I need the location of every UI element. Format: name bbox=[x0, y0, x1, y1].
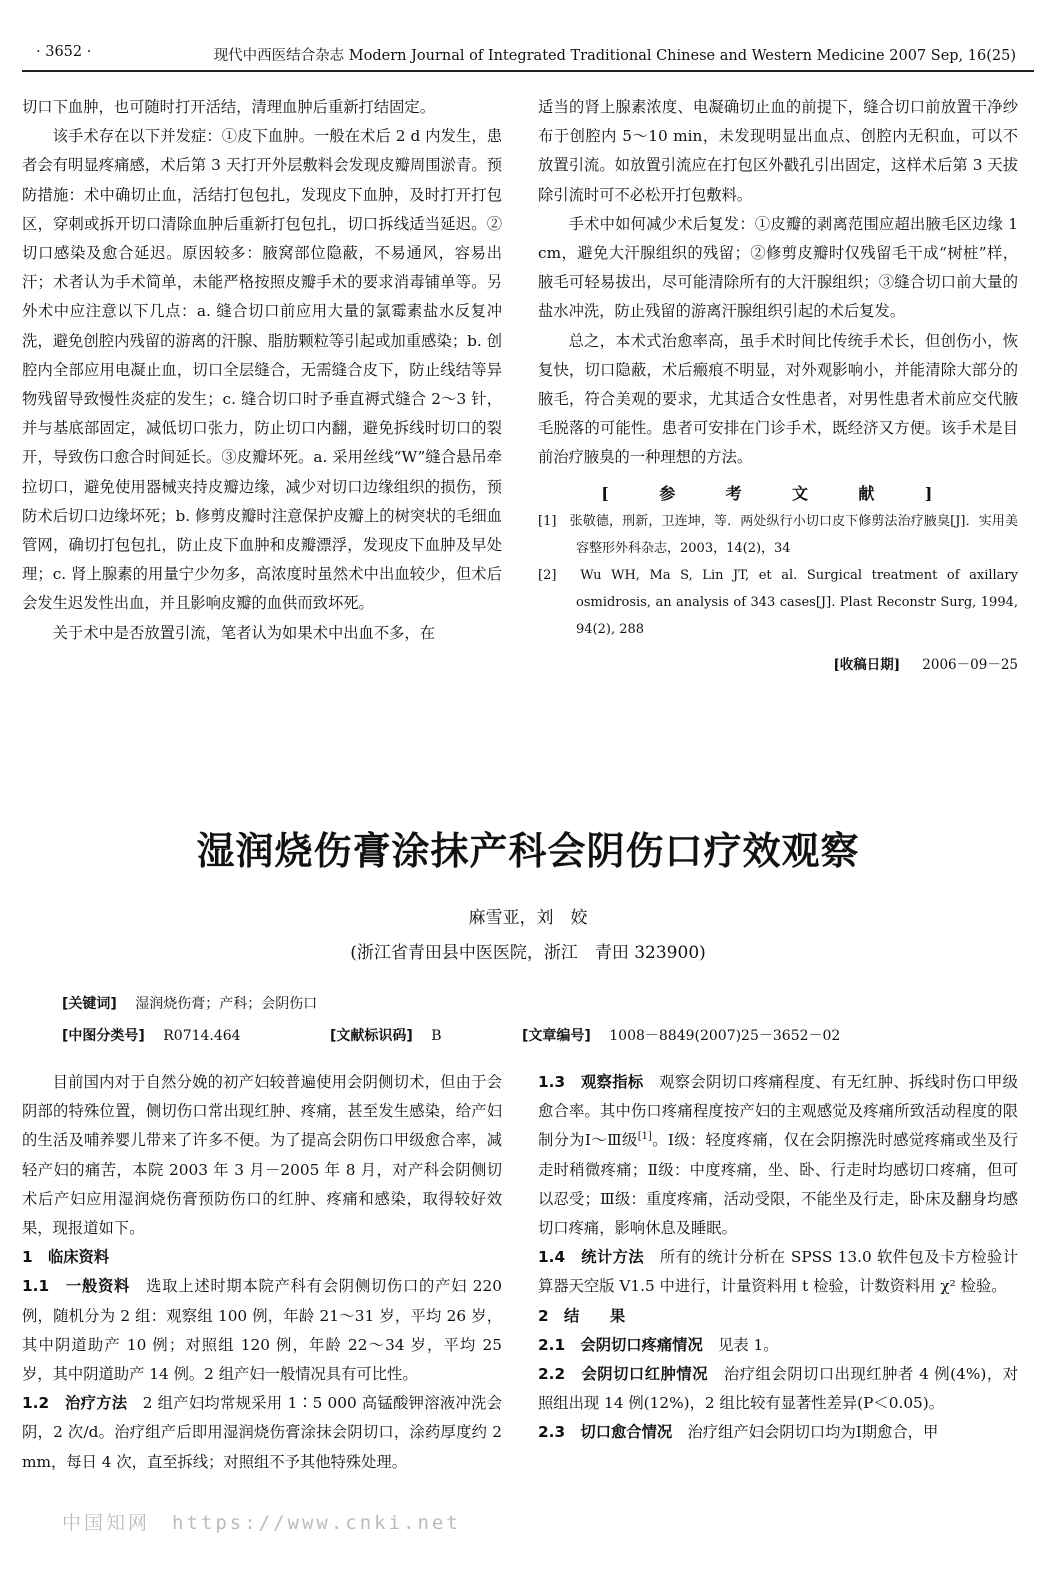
subsection-text: 治疗组产妇会阴切口均为Ⅰ期愈合，甲 bbox=[687, 1423, 939, 1442]
subsection-text: 观察会阴切口疼痛程度、有无红肿、拆线时伤口甲级愈合率。其中伤口疼痛程度按产妇的主观感觉及疼痛所致活动程度的限制分为Ⅰ～Ⅲ级 bbox=[538, 1073, 1018, 1150]
subsection bbox=[22, 1272, 502, 1389]
clc-line bbox=[62, 1025, 241, 1045]
cnki-watermark: 中国知网 https://www.cnki.net bbox=[62, 1512, 461, 1534]
article-authors: 麻雪亚，刘 姣 bbox=[468, 908, 588, 928]
subsection-heading: 1.1 一般资料 bbox=[22, 1277, 131, 1296]
subsection-heading: 2.3 切口愈合情况 bbox=[538, 1423, 673, 1442]
received-label: [收稿日期] bbox=[833, 656, 901, 673]
paragraph: 适当的肾上腺素浓度、电凝确切止血的前提下，缝合切口前放置干净纱布于创腔内 5～10 min，未发现明显出血点、创腔内无积血，可以不放置引流。如放置引流应在打包区外戳孔引出固定，这样术后第 3 天拔除引流时可不必松开打包敷料。 bbox=[538, 98, 1018, 204]
paragraph: 关于术中是否放置引流，笔者认为如果术中出血不多，在 bbox=[52, 623, 436, 642]
doccode-line bbox=[330, 1025, 442, 1045]
subsection-heading: 2.2 会阴切口红肿情况 bbox=[538, 1365, 709, 1384]
keywords-value: 湿润烧伤膏；产科；会阴伤口 bbox=[135, 996, 318, 1012]
article-right-column bbox=[538, 1068, 1018, 1448]
subsection-text: 2 组产妇均常规采用 1∶5 000 高锰酸钾溶液冲洗会阴，2 次/d。治疗组产后即用湿润烧伤膏涂抹会阴切口，涂药厚度约 2 mm，每日 4 次，直至拆线；对照组不予其他特殊处理。 bbox=[22, 1394, 502, 1471]
subsection-text-cont: 。Ⅰ级：轻度疼痛，仅在会阴擦洗时感觉疼痛或坐及行走时稍微疼痛；Ⅱ级：中度疼痛，坐、卧、行走时均感切口疼痛，但可以忍受；Ⅲ级：重度疼痛，活动受限，不能坐及行走，卧床及翻身均感切口疼痛，影响休息及睡眠。 bbox=[538, 1131, 1019, 1238]
subsection bbox=[538, 1418, 1018, 1447]
paragraph: 总之，本术式治愈率高，虽手术时间比传统手术长，但创伤小，恢复快，切口隐蔽，术后瘢痕不明显，对外观影响小，并能清除大部分的腋毛，符合美观的要求，尤其适合女性患者，对男性患者术前应交代腋毛脱落的可能性。患者可安排在门诊手术，既经济又方便。该手术是目前治疗腋臭的一种理想的方法。 bbox=[538, 331, 1018, 467]
clc-label: [中图分类号] bbox=[62, 1028, 145, 1044]
article-title: 湿润烧伤膏涂抹产科会阴伤口疗效观察 bbox=[196, 829, 860, 873]
subsection-heading: 2.1 会阴切口疼痛情况 bbox=[538, 1335, 703, 1354]
doccode-label: [文献标识码] bbox=[330, 1028, 413, 1044]
keywords-line bbox=[62, 993, 317, 1013]
paragraph: 切口下血肿，也可随时打开活结，清理血肿后重新打结固定。 bbox=[22, 98, 436, 116]
clc-value: R0714.464 bbox=[163, 1028, 241, 1044]
prev-article-right-column bbox=[538, 93, 1018, 680]
page-number: · 3652 · bbox=[36, 44, 92, 60]
artno-line bbox=[522, 1025, 840, 1045]
reference-item: [1] 张敬德，刑新，卫连坤，等．两处纵行小切口皮下修剪法治疗腋臭[J]．实用美容整形外科杂志，2003，14(2)，34 bbox=[538, 513, 1018, 556]
subsection-text: 所有的统计分析在 SPSS 13.0 软件包及卡方检验计算器天空版 V1.5 中进行，计量资料用 t 检验，计数资料用 χ² 检验。 bbox=[538, 1248, 1019, 1296]
subsection-heading: 1.3 观察指标 bbox=[538, 1073, 644, 1091]
artno-value: 1008－8849(2007)25－3652－02 bbox=[609, 1028, 841, 1044]
subsection-text: 治疗组会阴切口出现红肿者 4 例(4%)，对照组出现 14 例(12%)，2 组比较有显著性差异(P＜0.05)。 bbox=[538, 1365, 1018, 1413]
paragraph: 该手术存在以下并发症：①皮下血肿。一般在术后 2 d 内发生，患者会有明显疼痛感，术后第 3 天打开外层敷料会发现皮瓣周围淤青。预防措施：术中确切止血，活结打包包扎，发现皮下血肿，及时打开打包区，穿刺或拆开切口清除血肿后重新打包包扎，切口拆线适当延迟。②切口感染及愈合延迟。原因较多：腋窝部位隐蔽，不易通风，容易出汗；术者认为手术简单，未能严格按照皮瓣手术的要求消毒铺单等。另外术中应注意以下几点：a. 缝合切口前应用大量的氯霉素盐水反复冲洗，避免创腔内残留的游离的汗腺、脂肪颗粒等引起或加重感染；b. 创腔内全部应用电凝止血，切口全层缝合，无需缝合皮下，防止线结等异物残留导致慢性炎症的发生；c. 缝合切口时予垂直褥式缝合 2～3 针，并与基底部固定，减低切口张力，防止切口内翻，避免拆线时切口的裂开，导致伤口愈合时间延长。③皮瓣坏死。a. 采用丝线“W”缝合悬吊牵拉切口，避免使用器械夹持皮瓣边缘，减少对切口边缘组织的损伤，预防术后切口边缘坏死；b. 修剪皮瓣时注意保护皮瓣上的树突状的毛细血管网，确切打包包扎，防止皮下血肿和皮瓣漂浮，发现皮下血肿及早处理；c. 肾上腺素的用量宁少勿多，高浓度时虽然术中出血较少，但术后会发生迟发性出血，并且影响皮瓣的血供而致坏死。 bbox=[22, 127, 502, 613]
subsection bbox=[538, 1360, 1018, 1418]
artno-label: [文章编号] bbox=[522, 1028, 591, 1044]
prev-article-left-column bbox=[22, 93, 502, 648]
section-heading: 2 结 果 bbox=[538, 1306, 626, 1325]
paragraph: 手术中如何减少术后复发：①皮瓣的剥离范围应超出腋毛区边缘 1 cm，避免大汗腺组织的残留；②修剪皮瓣时仅残留毛干成“树桩”样，腋毛可轻易拔出，尽可能清除所有的大汗腺组织；③缝合切口前大量的盐水冲洗，防止残留的游离汗腺组织引起的术后复发。 bbox=[538, 214, 1018, 321]
received-date bbox=[538, 651, 1018, 680]
references-heading: [ 参 考 文 献 ] bbox=[601, 483, 955, 503]
subsection bbox=[538, 1068, 1018, 1243]
received-value: 2006－09－25 bbox=[922, 656, 1018, 673]
subsection bbox=[538, 1331, 1018, 1360]
doccode-value: B bbox=[431, 1028, 442, 1044]
subsection-text: 见表 1。 bbox=[718, 1335, 779, 1354]
keywords-label: [关键词] bbox=[62, 996, 117, 1012]
running-header bbox=[22, 40, 1034, 72]
reference-item: [2] Wu WH, Ma S, Lin JT, et al. Surgical treatment of axillary osmidrosis, an analysis of 343 cases[J]. Plast Reconstr Surg, 1994, 94(2), 288 bbox=[538, 567, 1018, 637]
article-affiliation: (浙江省青田县中医医院，浙江 青田 323900) bbox=[350, 943, 706, 963]
subsection bbox=[538, 1243, 1018, 1301]
subsection-heading: 1.4 统计方法 bbox=[538, 1248, 645, 1267]
intro-paragraph: 目前国内对于自然分娩的初产妇较普遍使用会阴侧切术，但由于会阴部的特殊位置，侧切伤口常出现红肿、疼痛，甚至发生感染，给产妇的生活及哺养婴儿带来了许多不便。为了提高会阴伤口甲级愈合率，减轻产妇的痛苦，本院 2003 年 3 月－2005 年 8 月，对产科会阴侧切术后产妇应用湿润烧伤膏预防伤口的红肿、疼痛和感染，取得较好效果，现报道如下。 bbox=[22, 1073, 502, 1238]
article-left-column bbox=[22, 1068, 502, 1477]
subsection-text: 选取上述时期本院产科有会阴侧切伤口的产妇 220 例，随机分为 2 组：观察组 100 例，年龄 21～31 岁，平均 26 岁，其中阴道助产 10 例；对照组 120 例，年龄 22～34 岁，平均 25 岁，其中阴道助产 14 例。2 组产妇一般情况具有可比性。 bbox=[22, 1277, 502, 1384]
subsection-heading: 1.2 治疗方法 bbox=[22, 1394, 128, 1413]
journal-citation: 现代中西医结合杂志 Modern Journal of Integrated Traditional Chinese and Western Medicine 2007 Sep, 16(25) bbox=[213, 48, 1016, 64]
subsection bbox=[22, 1389, 502, 1477]
section-heading: 1 临床资料 bbox=[22, 1248, 110, 1267]
citation-marker: [1] bbox=[637, 1131, 652, 1143]
